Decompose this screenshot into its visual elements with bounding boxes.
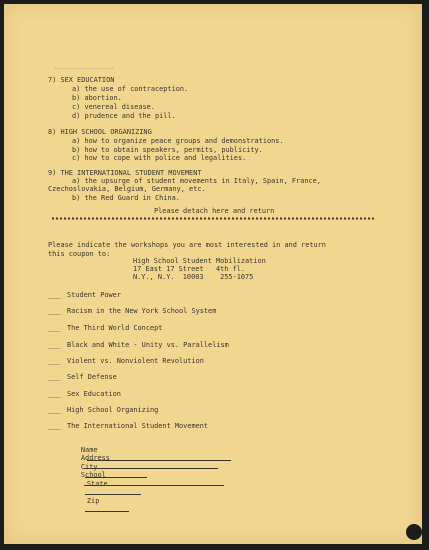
workshop-checkbox-blank[interactable]: ___ <box>48 324 61 332</box>
workshop-checkbox-blank[interactable]: ___ <box>48 357 61 365</box>
workshop-label: Racism in the New York School System <box>67 307 217 315</box>
workshop-checkbox-blank[interactable]: ___ <box>48 307 61 315</box>
section-item: b) abortion. <box>72 94 122 102</box>
section-item: a) the use of contraception. <box>72 85 189 93</box>
zip-label: Zip <box>86 497 100 505</box>
address-line: 17 East 17 Street 4th fl. <box>133 265 246 273</box>
workshop-checkbox-blank[interactable]: ___ <box>48 291 61 299</box>
section-item: b) how to obtain speakers, permits, publicity. <box>72 146 263 154</box>
instruction-line: this coupon to: <box>48 250 111 258</box>
workshop-label: Black and White - Unity vs. Parallelism <box>67 341 229 349</box>
section-heading: 8) HIGH SCHOOL ORGANIZING <box>48 128 152 136</box>
address-label: Address <box>80 454 110 462</box>
workshop-checkbox-blank[interactable]: ___ <box>48 390 61 398</box>
workshop-checkbox-blank[interactable]: ___ <box>48 406 61 414</box>
section-item: a) how to organize peace groups and demonstrations. <box>72 137 284 145</box>
school-field <box>56 463 224 496</box>
city-label: City <box>80 463 98 471</box>
section-item: a) the upsurge of student movements in Italy, Spain, France, <box>72 177 321 185</box>
workshop-label: The Third World Concept <box>67 324 163 332</box>
address-line: N.Y., N.Y. 10003 255-1075 <box>133 273 254 281</box>
name-label: Name <box>80 446 98 454</box>
workshop-label: The International Student Movement <box>67 422 209 430</box>
section-item: b) the Red Guard in China. <box>72 194 180 202</box>
school-label: School <box>80 471 106 479</box>
workshop-checkbox-blank[interactable]: ___ <box>48 341 61 349</box>
workshop-checkbox-blank[interactable]: ___ <box>48 422 61 430</box>
workshop-label: High School Organizing <box>67 406 159 414</box>
section-item: Czechoslovakia, Belgium, Germany, etc. <box>48 185 206 193</box>
workshop-checkbox-blank[interactable]: ___ <box>48 373 61 381</box>
section-item: c) how to cope with police and legalities. <box>72 154 247 162</box>
section-heading: 9) THE INTERNATIONAL STUDENT MOVEMENT <box>48 169 202 177</box>
faint-mark <box>54 68 114 69</box>
school-blank[interactable] <box>84 479 224 486</box>
punch-hole <box>406 524 422 540</box>
section-item: c) venereal disease. <box>72 103 155 111</box>
section-heading: 7) SEX EDUCATION <box>48 76 115 84</box>
state-label: State <box>86 480 108 488</box>
zip-blank[interactable] <box>85 505 129 512</box>
section-item: d) prudence and the pill. <box>72 112 176 120</box>
instruction-line: Please indicate the workshops you are most interested in and return <box>48 241 326 249</box>
dotted-detach-line <box>51 217 375 220</box>
detach-label: Please detach here and return <box>154 207 275 215</box>
workshop-label: Violent vs. Nonviolent Revolution <box>67 357 204 365</box>
address-line: High School Student Mobilization <box>133 257 266 265</box>
workshop-label: Sex Education <box>67 390 121 398</box>
workshop-label: Student Power <box>67 291 121 299</box>
document-page <box>4 4 422 544</box>
workshop-label: Self Defense <box>67 373 117 381</box>
